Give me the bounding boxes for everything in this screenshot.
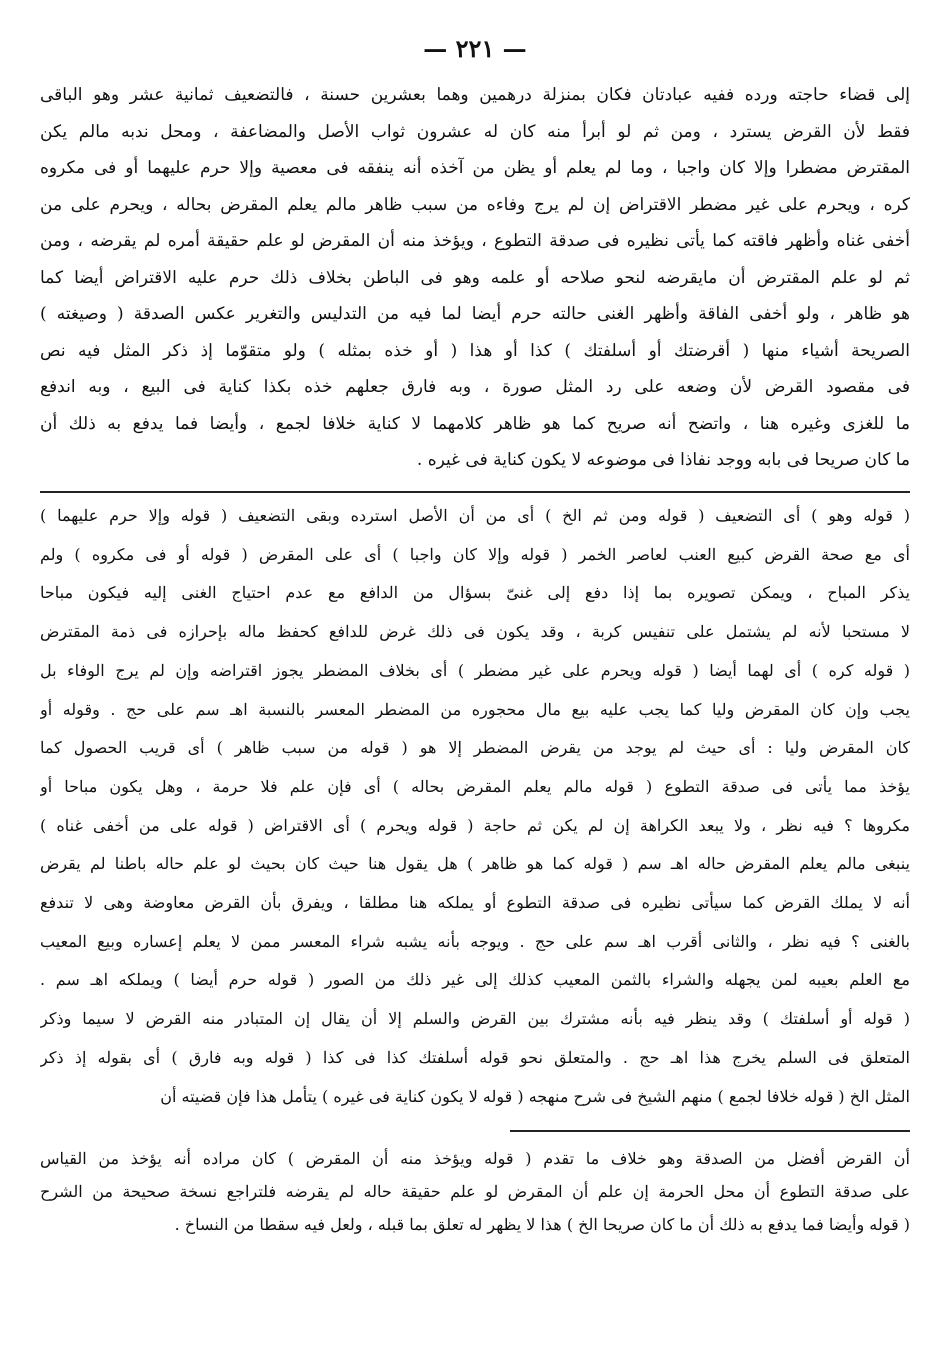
commentary-line: ( قوله وهو ) أى التضعيف ( قوله ومن ثم الخ ) أى من أن الأصل استرده وبقى التضعيف ( قوله وإلا حرم عليهما ) (40, 506, 910, 525)
main-text-line: الصريحة أشياء منها ( أقرضتك أو أسلفتك ) كذا أو هذا ( أو خذه بمثله ) ولو متقوّما إذ ذكر المثل فيه نص (40, 340, 910, 361)
main-text-line: ما كان صريحا فى بابه ووجد نفاذا فى موضوعه لا يكون كناية فى غيره . (416, 450, 910, 470)
commentary-line: يذكر المباح ، ويمكن تصويره بما إذا دفع إلى غنىّ بسؤال من الدافع مع عدم احتياج الغنى إليه فيكون مباحا (40, 583, 910, 603)
commentary-line: المتعلق فى السلم يخرج هذا اهـ حج . والمتعلق نحو قوله أسلفتك كذا فى كذا ( قوله وبه فارق ) أى بقوله إذ ذكر (40, 1047, 910, 1067)
main-text-line: كره ، ويحرم على غير مضطر الاقتراض إن لم يرج وفاءه من سبب ظاهر مالم يعلم المقرض بحاله ، ويحرم على من (40, 194, 910, 215)
commentary-line: كان المقرض وليا : أى حيث لم يوجد من يقرض المضطر إلا هو ( قوله من سبب ظاهر ) أى قريب الحصول كما (40, 738, 910, 758)
main-text-line: هو ظاهر ، ولو أخفى الفاقة وأظهر الغنى حالته حرم أيضا لما فيه من التدليس والتغرير عكس الصدقة ( وصيغته ) (40, 304, 910, 324)
main-text-line: إلى قضاء حاجته ورده ففيه عبادتان فكان بمنزلة درهمين وهما بعشرين حسنة ، فالتضعيف ثمانية عشر وهو الباقى (40, 85, 910, 105)
commentary-line: مكروها ؟ فيه نظر ، ولا يبعد الكراهة إن لم يكن ثم حاجة ( قوله ويحرم ) أى الاقتراض ( قوله على من أخفى غناه ) (40, 815, 910, 835)
commentary-line: ( قوله كره ) أى لهما أيضا ( قوله ويحرم على غير مضطر ) أى بخلاف المضطر يجوز اقتراضه وإن لم يرج الوفاء بل (40, 660, 910, 680)
page-number: — ٢٢١ — (423, 34, 527, 63)
main-text-line: ما للغزى وغيره هنا ، واتضح أنه صريح كما هو ظاهر كلامهما لا كناية خلافا لجمع ، وأيضا فما يدفع به ذلك أن (40, 413, 910, 434)
footnote-line: على صدقة التطوع أن محل الحرمة إن علم أن المقرض لو علم حقيقة حاله لم يقرضه فلتراجع نسخة صحيحة من الشرح (40, 1182, 910, 1201)
commentary-line: المثل الخ ( قوله خلافا لجمع ) منهم الشيخ فى شرح منهجه ( قوله لا يكون كناية فى غيره ) يتأمل هذا فإن قضيته أن (160, 1086, 910, 1106)
main-separator-rule (40, 491, 910, 493)
main-text-line: المقترض مضطرا وإلا كان واجبا ، وما لم يعلم أو يظن من آخذه أنه ينفقه فى معصية وإلا حرم عليهما أو فى مكروه (40, 158, 910, 178)
commentary-line: بالغنى ؟ فيه نظر ، والثانى أقرب اهـ سم على حج . ويوجه بأنه يشبه شراء المعسر ممن لا يعلم إعساره وبيع المعيب (40, 931, 910, 951)
main-text-line: أخفى غناه وأظهر فاقته كما يأتى نظيره فى صدقة التطوع ، ويؤخذ منه أن المقرض لو علم حقيقة أمره لم يقرضه ، ومن (40, 231, 910, 251)
footnote-line: أن القرض أفضل من الصدقة وهو خلاف ما تقدم ( قوله ويؤخذ منه أن المقرض ) كان مراده أنه يؤخذ من القياس (40, 1149, 910, 1168)
commentary-line: يجب وإن كان المقرض وليا كما يجب عليه بيع مال محجوره من المضطر المعسر بالنسبة اهـ سم على حج . وقوله أو (40, 699, 910, 719)
commentary-line: مع العلم بعيبه لمن يجهله والشراء بالثمن المعيب كذلك إلى غير ذلك من الصور ( قوله حرم أيضا ) ويملكه اهـ سم . (40, 970, 910, 990)
commentary-line: لا مستحبا لأنه لم يشتمل على تنفيس كربة ، وقد يكون فى ذلك غرض للدافع كحفظ ماله بإحرازه فى ذمة المقترض (40, 622, 910, 642)
main-text-line: فى مقصود القرض لأن وضعه على رد المثل صورة ، وبه فارق جعلهم خذه بكذا كناية فى البيع ، وبه اندفع (40, 377, 910, 397)
commentary-line: أنه لا يملك القرض كما سيأتى نظيره فى صدقة التطوع أو يملكه هنا مطلقا ، ويفرق بأن القرض معاوضة وهى لا تندفع (40, 893, 910, 912)
commentary-line: ينبغى مالم يعلم المقرض حاله اهـ سم ( قوله كما هو ظاهر ) هل يقول هنا حيث كان بحيث لو علم حاله باطنا لم يقرض (40, 854, 910, 874)
commentary-line: يؤخذ مما يأتى فى صدقة التطوع ( قوله مالم يعلم المقرض بحاله ) أى فإن علم فلا حرمة ، وهل يكون مباحا أو (40, 776, 910, 796)
main-text-line: ثم لو علم المقترض أن مايقرضه لنحو صلاحه أو علمه وهو فى الباطن بخلاف ذلك حرم عليه الاقتراض أيضا كما (40, 267, 910, 288)
commentary-separator-rule (510, 1130, 910, 1132)
footnote-line: ( قوله وأيضا فما يدفع به ذلك أن ما كان صريحا الخ ) هذا لا يظهر له تعلق بما قبله ، ولعل فيه سقطا من النساخ . (174, 1215, 910, 1234)
commentary-line: ( قوله أو أسلفتك ) وقد ينظر فيه بأنه مشترك بين القرض والسلم إلا أن يقال إن المتبادر منه القرض لا سيما وذكر (40, 1009, 910, 1029)
commentary-line: أى مع صحة القرض كبيع العنب لعاصر الخمر ( قوله وإلا كان واجبا ) أى على المقرض ( قوله أو فى مكروه ) ولم (40, 544, 910, 564)
main-text-line: فقط لأن القرض يسترد ، ومن ثم لو أبرأ منه كان له عشرون ثواب الأصل والمضاعفة ، ومحل ندبه مالم يكن (40, 121, 910, 142)
